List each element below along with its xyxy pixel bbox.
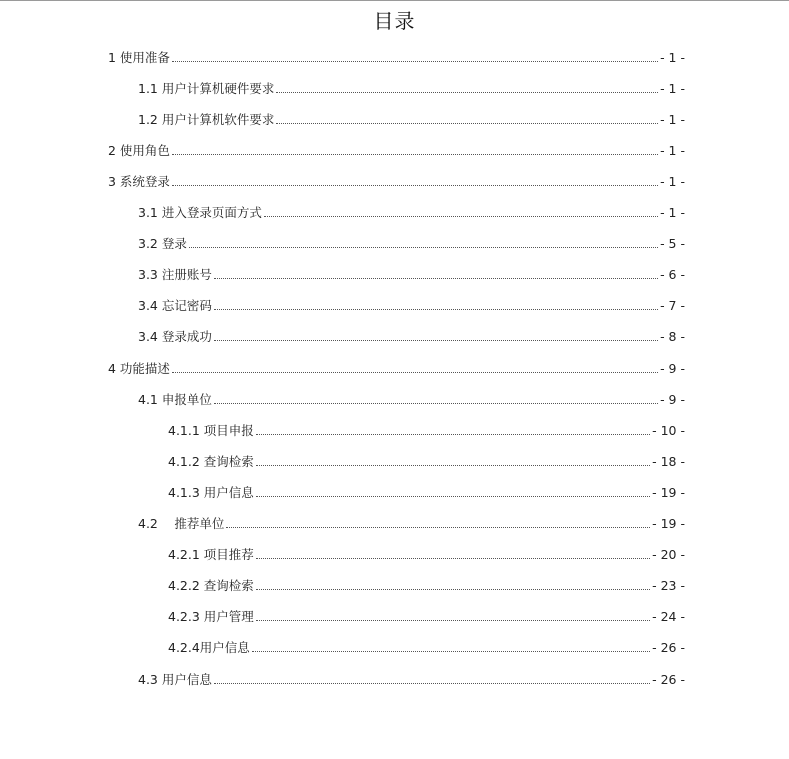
toc-dot-leader	[226, 526, 650, 528]
toc-page-number: - 8 -	[660, 328, 685, 344]
toc-entry-text: 3.4 忘记密码	[138, 297, 212, 313]
toc-entry-3-4[interactable]	[138, 290, 685, 321]
toc-page-number: - 6 -	[660, 266, 685, 282]
toc-entry-1-1[interactable]	[138, 73, 685, 104]
toc-page-number: - 26 -	[652, 639, 685, 655]
toc-dot-leader	[214, 339, 658, 341]
toc-entry-4-3[interactable]	[138, 664, 685, 695]
toc-entry-text: 4 功能描述	[108, 360, 170, 376]
toc-entry-3-3[interactable]	[138, 259, 685, 290]
toc-entry-text: 4.2.1 项目推荐	[168, 546, 254, 562]
toc-entry-text: 2 使用角色	[108, 142, 170, 158]
toc-entry-text: 1.2 用户计算机软件要求	[138, 111, 275, 127]
toc-entry-text: 3.1 进入登录页面方式	[138, 204, 262, 220]
toc-dot-leader	[256, 557, 650, 559]
toc-dot-leader	[172, 184, 658, 186]
toc-entry-2[interactable]	[108, 135, 685, 166]
toc-dot-leader	[214, 682, 650, 684]
toc-dot-leader	[264, 215, 658, 217]
toc-page-number: - 9 -	[660, 360, 685, 376]
toc-dot-leader	[256, 433, 650, 435]
toc-page-number: - 19 -	[652, 515, 685, 531]
toc-dot-leader	[256, 588, 650, 590]
toc-page-number: - 26 -	[652, 671, 685, 687]
toc-dot-leader	[256, 464, 650, 466]
toc-entry-text: 4.2.4用户信息	[168, 639, 250, 655]
toc-entry-text: 3 系统登录	[108, 173, 170, 189]
toc-entry-text: 4.1.2 查询检索	[168, 453, 254, 469]
toc-entry-4-1[interactable]	[138, 384, 685, 415]
toc-page-number: - 18 -	[652, 453, 685, 469]
toc-dot-leader	[256, 619, 650, 621]
toc-page-number: - 1 -	[660, 204, 685, 220]
toc-entry-3-1[interactable]	[138, 197, 685, 228]
toc-entry-text: 4.1 申报单位	[138, 391, 212, 407]
toc-dot-leader	[256, 495, 650, 497]
toc-dot-leader	[172, 153, 658, 155]
toc-entry-4[interactable]	[108, 353, 685, 384]
toc-entry-text: 3.4 登录成功	[138, 328, 212, 344]
toc-dot-leader	[172, 371, 658, 373]
toc-dot-leader	[189, 246, 658, 248]
toc-entry-4-2[interactable]	[138, 508, 685, 539]
toc-dot-leader	[172, 60, 658, 62]
toc-entry-text: 3.2 登录	[138, 235, 187, 251]
toc-dot-leader	[214, 277, 658, 279]
toc-entry-4-1-3[interactable]	[168, 477, 685, 508]
toc-entry-text: 4.2 推荐单位	[138, 515, 225, 531]
toc-entry-3-2[interactable]	[138, 228, 685, 259]
toc-entry-1-2[interactable]	[138, 104, 685, 135]
toc-page-number: - 19 -	[652, 484, 685, 500]
toc-entry-4-2-2[interactable]	[168, 570, 685, 601]
toc-page-number: - 1 -	[660, 173, 685, 189]
toc-dot-leader	[214, 308, 658, 310]
toc-entry-text: 3.3 注册账号	[138, 266, 212, 282]
toc-dot-leader	[252, 650, 650, 652]
toc-title: 目录	[373, 9, 416, 33]
toc-page-number: - 20 -	[652, 546, 685, 562]
toc-dot-leader	[276, 122, 658, 124]
toc-entry-text: 4.1.3 用户信息	[168, 484, 254, 500]
toc-page-number: - 7 -	[660, 297, 685, 313]
toc-page-number: - 1 -	[660, 142, 685, 158]
toc-page-number: - 1 -	[660, 111, 685, 127]
toc-entry-4-2-3[interactable]	[168, 601, 685, 632]
toc-entry-3[interactable]	[108, 166, 685, 197]
toc-dot-leader	[276, 91, 658, 93]
toc-entry-text: 4.2.3 用户管理	[168, 608, 254, 624]
toc-page-number: - 9 -	[660, 391, 685, 407]
toc-dot-leader	[214, 402, 658, 404]
toc-page-number: - 10 -	[652, 422, 685, 438]
toc-page-number: - 1 -	[660, 49, 685, 65]
toc-page-number: - 24 -	[652, 608, 685, 624]
toc-entry-3-4-b[interactable]	[138, 321, 685, 352]
toc-page-number: - 5 -	[660, 235, 685, 251]
toc-entry-text: 4.3 用户信息	[138, 671, 212, 687]
toc-entry-4-1-1[interactable]	[168, 415, 685, 446]
toc-entry-text: 4.2.2 查询检索	[168, 577, 254, 593]
toc-entry-4-2-4[interactable]	[168, 632, 685, 663]
toc-entry-text: 1 使用准备	[108, 49, 170, 65]
toc-entry-4-2-1[interactable]	[168, 539, 685, 570]
toc-entry-4-1-2[interactable]	[168, 446, 685, 477]
toc-entry-text: 4.1.1 项目申报	[168, 422, 254, 438]
toc-page-number: - 1 -	[660, 80, 685, 96]
toc-page-number: - 23 -	[652, 577, 685, 593]
toc-entry-1[interactable]	[108, 42, 685, 73]
toc-entry-text: 1.1 用户计算机硬件要求	[138, 80, 275, 96]
